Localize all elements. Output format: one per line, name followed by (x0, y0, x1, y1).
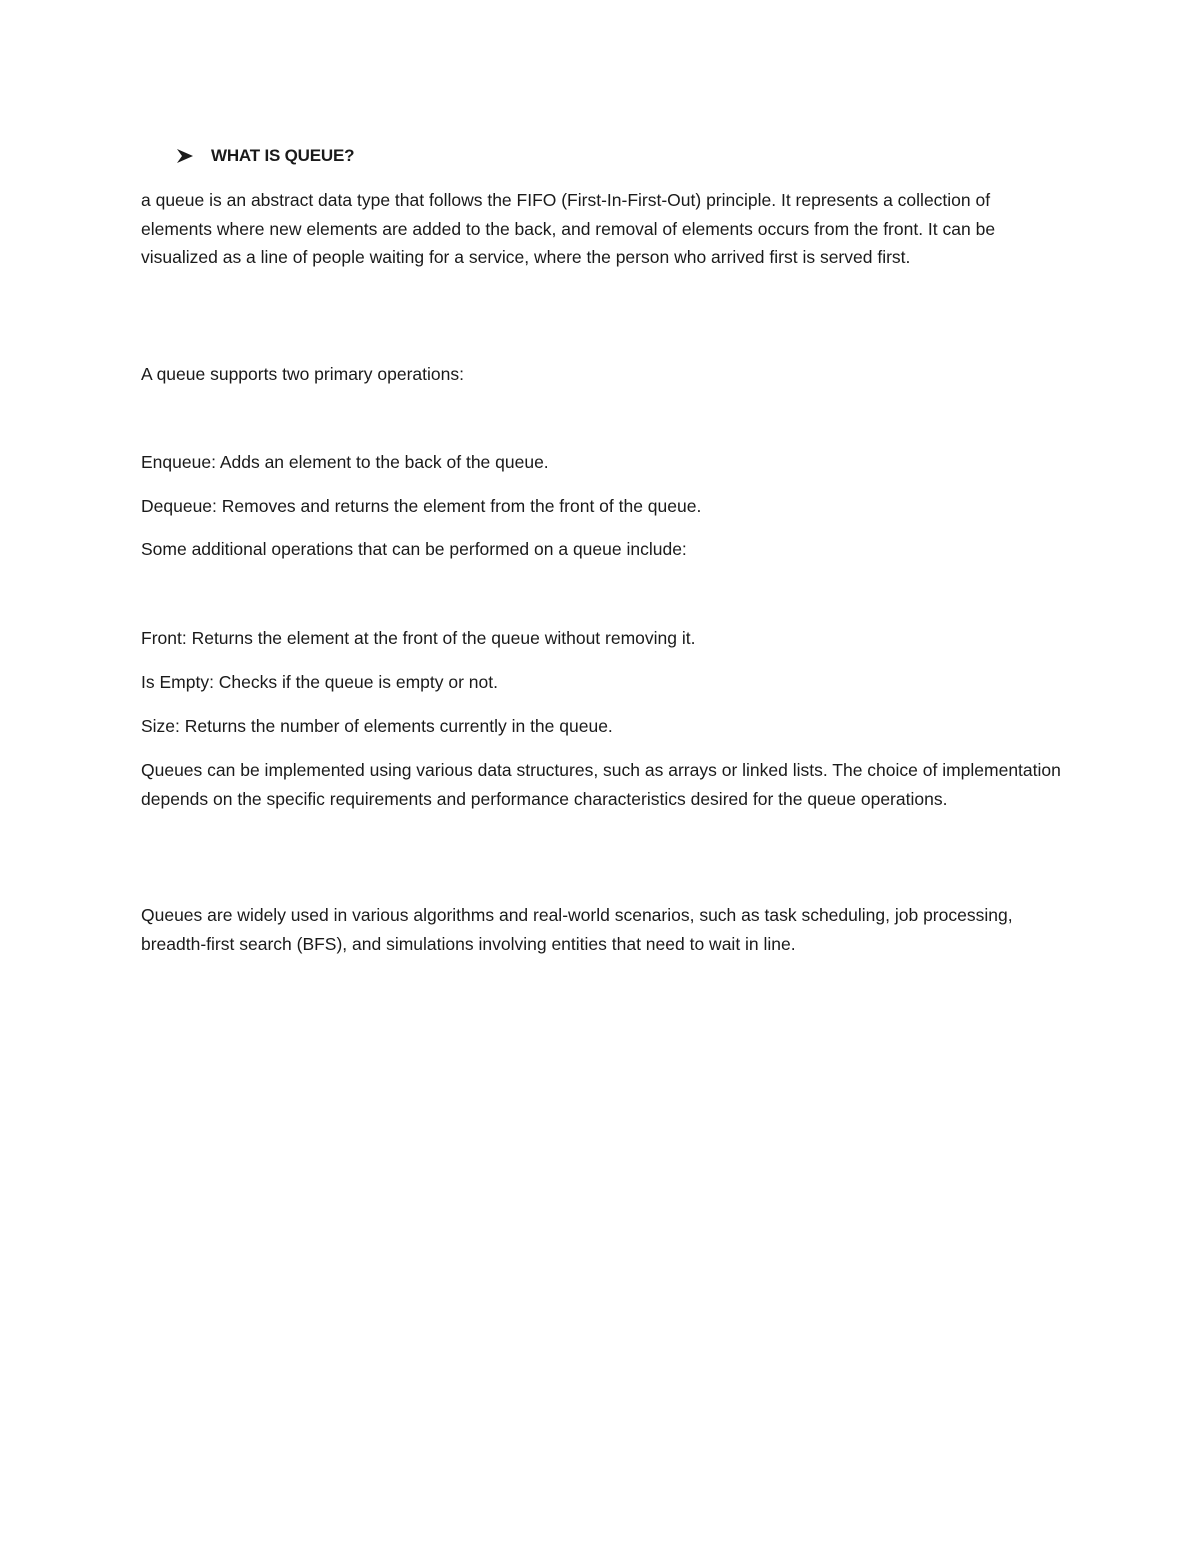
primary-operations-intro: A queue supports two primary operations: (141, 364, 464, 384)
usage-paragraph: Queues are widely used in various algorithms and real-world scenarios, such as task scheduling, job processing, breadth-first search (BFS), and simulations involving entities that need to wait in line. (141, 905, 1013, 954)
section-heading (176, 143, 354, 169)
additional-operations-intro: Some additional operations that can be performed on a queue include: (141, 539, 687, 559)
heading-title: WHAT IS QUEUE? (211, 146, 355, 165)
front-item: Front: Returns the element at the front of the queue without removing it. (141, 628, 696, 648)
arrowhead-bullet-icon (176, 147, 194, 165)
intro-paragraph: a queue is an abstract data type that follows the FIFO (First-In-First-Out) principle. It represents a collection of elements where new elements are added to the back, and removal of elements occurs from the front. It can be visualized as a line of people waiting for a service, where the person who arrived first is served first. (141, 190, 996, 267)
implementation-paragraph: Queues can be implemented using various data structures, such as arrays or linked lists. The choice of implementation depends on the specific requirements and performance characteristics desired for the queue operations. (141, 760, 1061, 809)
size-item: Size: Returns the number of elements currently in the queue. (141, 716, 613, 736)
enqueue-item: Enqueue: Adds an element to the back of the queue. (141, 452, 549, 472)
is-empty-item: Is Empty: Checks if the queue is empty or not. (141, 672, 498, 692)
dequeue-item: Dequeue: Removes and returns the element from the front of the queue. (141, 496, 702, 516)
